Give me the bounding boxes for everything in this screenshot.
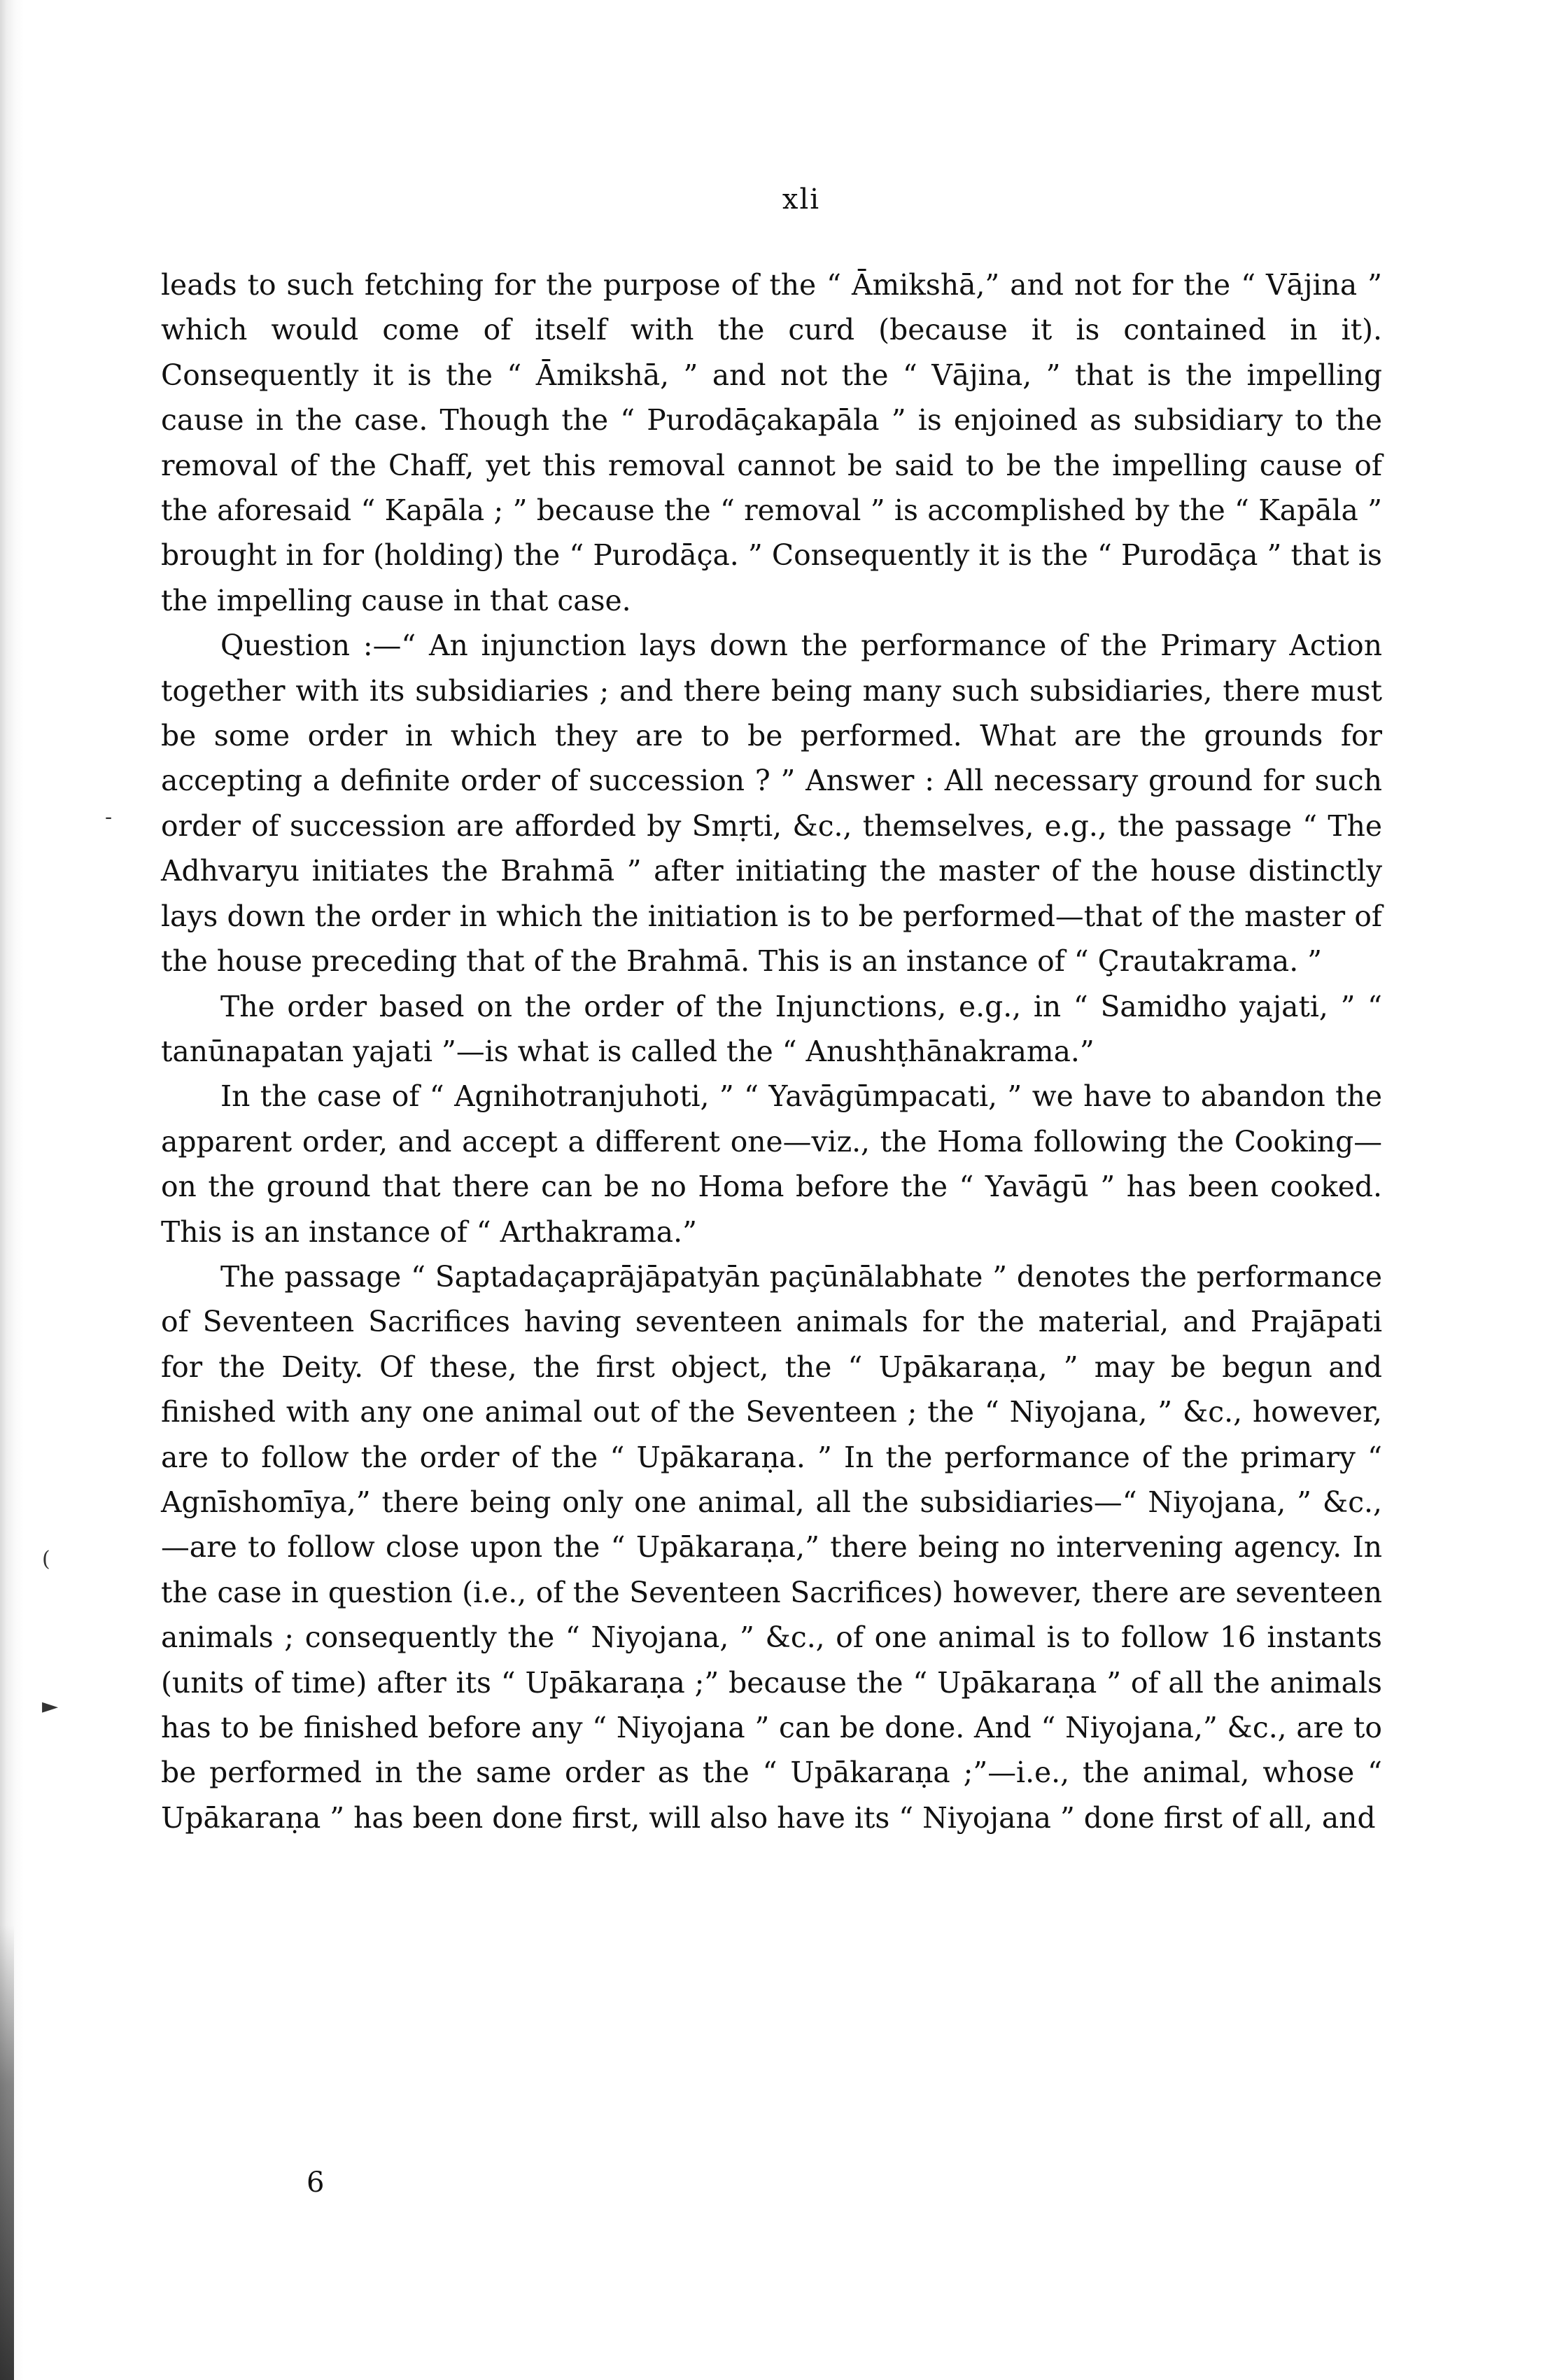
paragraph: leads to such fetching for the purpose of the “ Āmikshā,” and not for the “ Vājina ” which would come of itself with the curd (because it is contained in it). Consequently it is the “ Āmikshā, ” and not the “ Vājina, ” that is the impelling cause in the case. Though the “ Purodāçakapāla ” is enjoined as subsidiary to the removal of the Chaff, yet this removal cannot be said to be the impelling cause of the aforesaid “ Kapāla ; ” because the “ removal ” is accomplished by the “ Kapāla ” brought in for (holding) the “ Purodāça. ” Consequently it is the “ Purodāça ” that is the impelling cause in that case. bbox=[161, 268, 1382, 617]
margin-mark: - bbox=[105, 805, 113, 830]
body-text bbox=[161, 262, 1382, 1840]
paragraph: The passage “ Saptadaçaprājāpatyān paçūnālabhate ” denotes the performance of Seventeen Sacrifices having seventeen animals for the material, and Prajāpati for the Deity. Of these, the first object, the “ Upākaraṇa, ” may be begun and finished with any one animal out of the Seventeen ; the “ Niyojana, ” &c., however, are to follow the order of the “ Upākaraṇa. ” In the performance of the primary “ Agnīshomīya,” there being only one animal, all the subsidiaries—“ Niyojana, ” &c.,—are to follow close upon the “ Upākaraṇa,” there being no intervening agency. In the case in question (i.e., of the Seventeen Sacrifices) however, there are seventeen animals ; consequently the “ Niyojana, ” &c., of one animal is to follow 16 instants (units of time) after its “ Upākaraṇa ;” because the “ Upākaraṇa ” of all the animals has to be finished before any “ Niyojana ” can be done. And “ Niyojana,” &c., are to be performed in the same order as the “ Upākaraṇa ;”—i.e., the animal, whose “ Upākaraṇa ” has been done first, will also have its “ Niyojana ” done first of all, and bbox=[161, 1259, 1382, 1835]
signature-mark: 6 bbox=[307, 2166, 325, 2199]
margin-mark: ► bbox=[42, 1694, 59, 1718]
paragraph: In the case of “ Agnihotranjuhoti, ” “ Yavāgūmpacati, ” we have to abandon the apparent order, and accept a different one—viz., the Homa following the Cooking—on the ground that there can be no Homa before the “ Yavāgū ” has been cooked. This is an instance of “ Arthakrama.” bbox=[161, 1079, 1382, 1249]
paragraph: The order based on the order of the Injunctions, e.g., in “ Samidho yajati, ” “ tanūnapatan yajati ”—is what is called the “ Anushṭhānakrama.” bbox=[161, 989, 1382, 1068]
margin-mark: ( bbox=[42, 1547, 50, 1572]
paragraph: Question :—“ An injunction lays down the performance of the Primary Action together with its subsidiaries ; and there being many such subsidiaries, there must be some order in which they are to be performed. What are the grounds for accepting a definite order of succession ? ” Answer : All necessary ground for such order of succession are afforded by Smṛti, &c., themselves, e.g., the passage “ The Adhvaryu initiates the Brahmā ” after initiating the master of the house distinctly lays down the order in which the initiation is to be performed—that of the master of the house preceding that of the Brahmā. This is an instance of “ Çrautakrama. ” bbox=[161, 629, 1382, 979]
scan-binding-shadow bbox=[0, 1925, 14, 2380]
page-number: xli bbox=[782, 183, 821, 216]
